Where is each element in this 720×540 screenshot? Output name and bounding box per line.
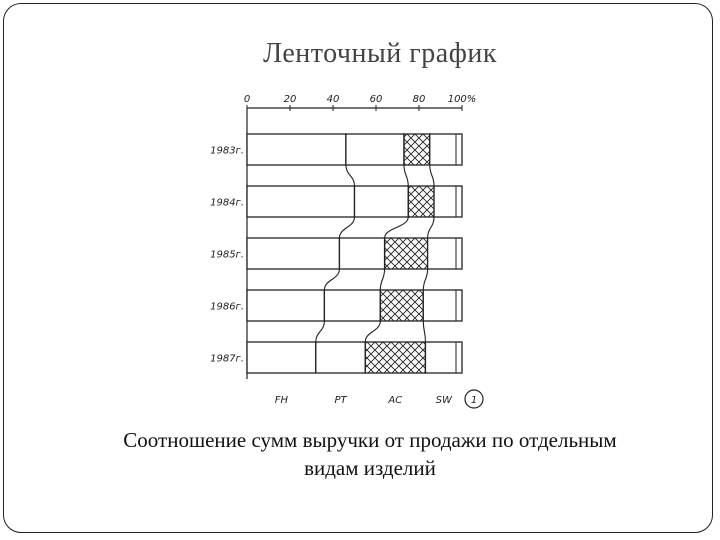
bar-segment-pt <box>339 238 384 269</box>
x-tick-label: 0 <box>243 94 251 105</box>
x-tick-label: 20 <box>283 94 297 105</box>
x-tick-label: 40 <box>326 94 340 105</box>
bar-segment-ac <box>385 238 428 269</box>
bar-segment-pt <box>316 342 365 373</box>
bar-segment-sw <box>434 186 462 217</box>
bar-segment-fh <box>247 186 355 217</box>
bar-segment-pt <box>346 134 404 165</box>
connector-line <box>365 321 380 342</box>
connector-line <box>316 321 325 342</box>
chart-caption <box>60 426 680 482</box>
caption-line-1: Соотношение сумм выручки от продажи по отдельным <box>123 428 617 452</box>
bar-segment-ac <box>365 342 425 373</box>
bar-segment-pt <box>324 290 380 321</box>
x-tick-label: 100% <box>447 94 477 105</box>
year-label: 1983г. <box>210 145 244 157</box>
year-label: 1986г. <box>210 301 244 313</box>
bar-segment-ac <box>404 134 430 165</box>
caption-line-2: видам изделий <box>304 456 436 480</box>
connector-line <box>423 321 425 342</box>
bar-segment-fh <box>247 238 339 269</box>
connector-line <box>404 165 408 186</box>
connector-line <box>346 165 355 186</box>
bar-segment-fh <box>247 342 316 373</box>
bar-segment-ac <box>408 186 434 217</box>
connector-line <box>430 165 434 186</box>
figure-number: 1 <box>470 395 478 406</box>
bar-segment-sw <box>428 238 462 269</box>
slide-title: Ленточный график <box>263 38 497 69</box>
x-tick-label: 60 <box>369 94 383 105</box>
segment-label-sw: SW <box>435 395 452 406</box>
x-tick-label: 80 <box>412 94 426 105</box>
year-label: 1985г. <box>210 249 244 261</box>
segment-label-pt: PT <box>334 395 347 406</box>
connector-line <box>339 217 354 238</box>
connector-line <box>423 269 427 290</box>
connector-line <box>380 269 384 290</box>
segment-label-ac: AC <box>388 395 403 406</box>
connector-line <box>385 217 409 238</box>
bar-segment-fh <box>247 290 324 321</box>
connector-line <box>428 217 434 238</box>
year-label: 1984г. <box>210 197 244 209</box>
year-label: 1987г. <box>210 353 244 365</box>
bar-segment-fh <box>247 134 346 165</box>
bar-segment-sw <box>425 342 462 373</box>
segment-labels <box>275 390 483 408</box>
connector-line <box>324 269 339 290</box>
ribbon-chart <box>195 90 495 410</box>
bar-segment-pt <box>355 186 409 217</box>
bar-segment-ac <box>380 290 423 321</box>
segment-label-fh: FH <box>274 395 289 406</box>
year-labels <box>210 146 244 365</box>
bar-segment-sw <box>430 134 462 165</box>
